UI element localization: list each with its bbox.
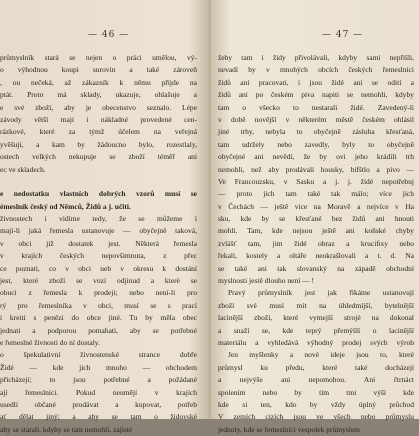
text-line: — proto jich tam také tak málo; více jich bbox=[218, 189, 414, 199]
text-line: se také ani tak slovanský na západě obchodní bbox=[218, 263, 414, 273]
text-line: v krajích českých nepovšimnuta, z přec bbox=[0, 251, 197, 261]
text-line: živnostech i vidíme tedy, že se můžeme i bbox=[0, 214, 197, 224]
text-line: spolením nebo by tím tmi výší kde bbox=[218, 387, 414, 397]
text-line bbox=[0, 176, 197, 188]
text-line: aby se starali, kdyby se tam nemohli, zajisté bbox=[0, 424, 133, 434]
text-line: obuci z řemesla k prodeji; nebo není-li pro bbox=[0, 288, 197, 298]
text-line: tam o všecko to nestarali židé. Zavedený-li bbox=[218, 102, 414, 112]
left-page-text bbox=[0, 52, 197, 436]
text-line: , ou nečeká, až zákazník k němu přijde na bbox=[0, 77, 197, 87]
text-line: průmysl ku předu, které také docházejí bbox=[218, 362, 414, 372]
text-line: o špekulativní živnostenské strance dobře bbox=[0, 350, 197, 360]
left-page-number: — 46 — bbox=[88, 30, 130, 40]
left-page bbox=[0, 0, 205, 434]
text-line: Jen myšlenky a nové ideje jsou to, které bbox=[228, 350, 414, 360]
text-line: jednoty, kde se řemeslníci vespolek průmyslem bbox=[218, 424, 360, 434]
text-line: jiné trhy, nebyla to obyčejně zásluha křesťaná, bbox=[218, 127, 414, 137]
text-line: tam udržely nebo zavedly, byly to obyčejně bbox=[218, 139, 414, 149]
text-line: kde si ten, kdo by vždy úplný průchod bbox=[218, 399, 414, 409]
text-line: i kreiti s penězi do obce jiné. Tu by měla obec bbox=[0, 313, 197, 323]
text-line: e řemeslné živnosti do ní dostaly. bbox=[0, 337, 100, 347]
text-line: nevadí by v mnohých obcích českých řemeslníci bbox=[218, 65, 414, 75]
text-line: mohli. Tam, kde nejsou ještě ani koňské chyby bbox=[218, 226, 414, 236]
text-line: závody větší mají i nákladné provedené cen- bbox=[0, 114, 197, 124]
text-line: ají řemeslníci. Pokud neumějí v krajích bbox=[0, 387, 197, 397]
text-line: a snaží se, kde teprý přemýšlí o lacinější bbox=[218, 325, 414, 335]
text-line: yvěšují, a kam by žádoucno bylo, rozestlaly, bbox=[0, 139, 197, 149]
text-line: zvlášť tam, jim židé obraz a kruciﬁxy nebo bbox=[218, 238, 414, 248]
text-line: ce poznati, co v obci neb v okresu k dostání bbox=[0, 263, 197, 273]
text-line: V zemích cizích jsou ve všech nebo průmyslu bbox=[218, 412, 414, 422]
text-line: Židé — kde jich mnoho — obchodem bbox=[0, 362, 197, 372]
text-line: žeby tam i židy přivolávali, kdyby sami nepřišli, bbox=[218, 53, 414, 62]
text-line: myslnosti jestě dlouho není — ! bbox=[218, 276, 315, 286]
right-page-number: — 47 — bbox=[322, 30, 364, 40]
text-line: lacinější zboží, které vymejší strojé na dokonal bbox=[218, 313, 414, 323]
text-line: materiálu a vyhledává výhodný prodej svých výrob bbox=[218, 337, 414, 347]
text-line: o výhodnou koupi surovin a také zároveň bbox=[0, 65, 197, 75]
text-line: řekali, kostely a oltáře neokrašlovali a t. d. Na bbox=[218, 251, 414, 261]
text-line: mají-li jaká řemesla ustanovuje — obyčejně taková, bbox=[0, 226, 197, 236]
text-line: rázkové, které za týmž účelem na veřejná bbox=[0, 127, 197, 137]
text-line: jest, které zboží se vozí odjinud a které se bbox=[0, 276, 197, 286]
text-line: usedlí občané prodávat a kupovat, potřeb bbox=[0, 399, 197, 409]
text-line: ať dělat jiný; a aby se tam o židovské bbox=[0, 412, 197, 422]
text-line: ptát. Proto má sklady, ukazuje, ohlašuje a bbox=[0, 90, 197, 100]
text-line: židů ani pracovati, i jsou židé ani se odití a bbox=[218, 77, 414, 87]
text-line: zboží své musí mít na úhledmíjší, bytelnější bbox=[218, 300, 414, 310]
text-line: e nedostatku vlastních dobrých vzorů musí se bbox=[0, 189, 197, 199]
text-line: v Čechách — ještě více na Moravě a nejvíce v Ha bbox=[218, 201, 414, 211]
text-line: v obci již dostatek jest. Některá řemesla bbox=[0, 238, 197, 248]
text-line: a nejvýše ani nepomohou. Ani čtrnáct bbox=[218, 375, 414, 385]
text-line: v době novější v některém městě českém ohlásil bbox=[218, 114, 414, 124]
text-line: rý pro řemeslníka v obci, musí se s prací bbox=[0, 300, 197, 310]
right-page-text bbox=[218, 52, 414, 436]
right-page bbox=[212, 0, 419, 434]
text-line: průmyslník stará se nejen o práci umělou, vý- bbox=[0, 53, 197, 62]
text-line: émeslník český od Němců, Židů a j. učiti. bbox=[0, 201, 131, 211]
text-line: ec ve skladech. bbox=[0, 164, 46, 174]
text-line: židů ani po českém piva napiti se nemohli, kdyby bbox=[218, 90, 414, 100]
text-line: přicházejí; to jsou potřebné a požádané bbox=[0, 375, 197, 385]
text-line: Ve Francouzsku, v Sasku a j. j. židé nepotřebuj bbox=[218, 176, 414, 186]
text-line: Pravý průmyslník jest jak říkáme ustanovují bbox=[228, 288, 414, 298]
text-line: obyčejné ani nevědí, že by ovi jeho krádili trh bbox=[218, 152, 414, 162]
text-line: e své zboží, aby je obecenstvo seznalo. Lépe bbox=[0, 102, 197, 112]
text-line: sku, kde by se křesťané bez židů ani hnouti bbox=[218, 214, 414, 224]
text-line: jednati a podporou pomahati, aby se potřebné bbox=[0, 325, 197, 335]
text-line: nemohli, než aby prodávali housky, bifštlo a pivo — bbox=[218, 164, 414, 174]
text-line: ostech velkých nekupuje se zboží téměř ani bbox=[0, 152, 197, 162]
